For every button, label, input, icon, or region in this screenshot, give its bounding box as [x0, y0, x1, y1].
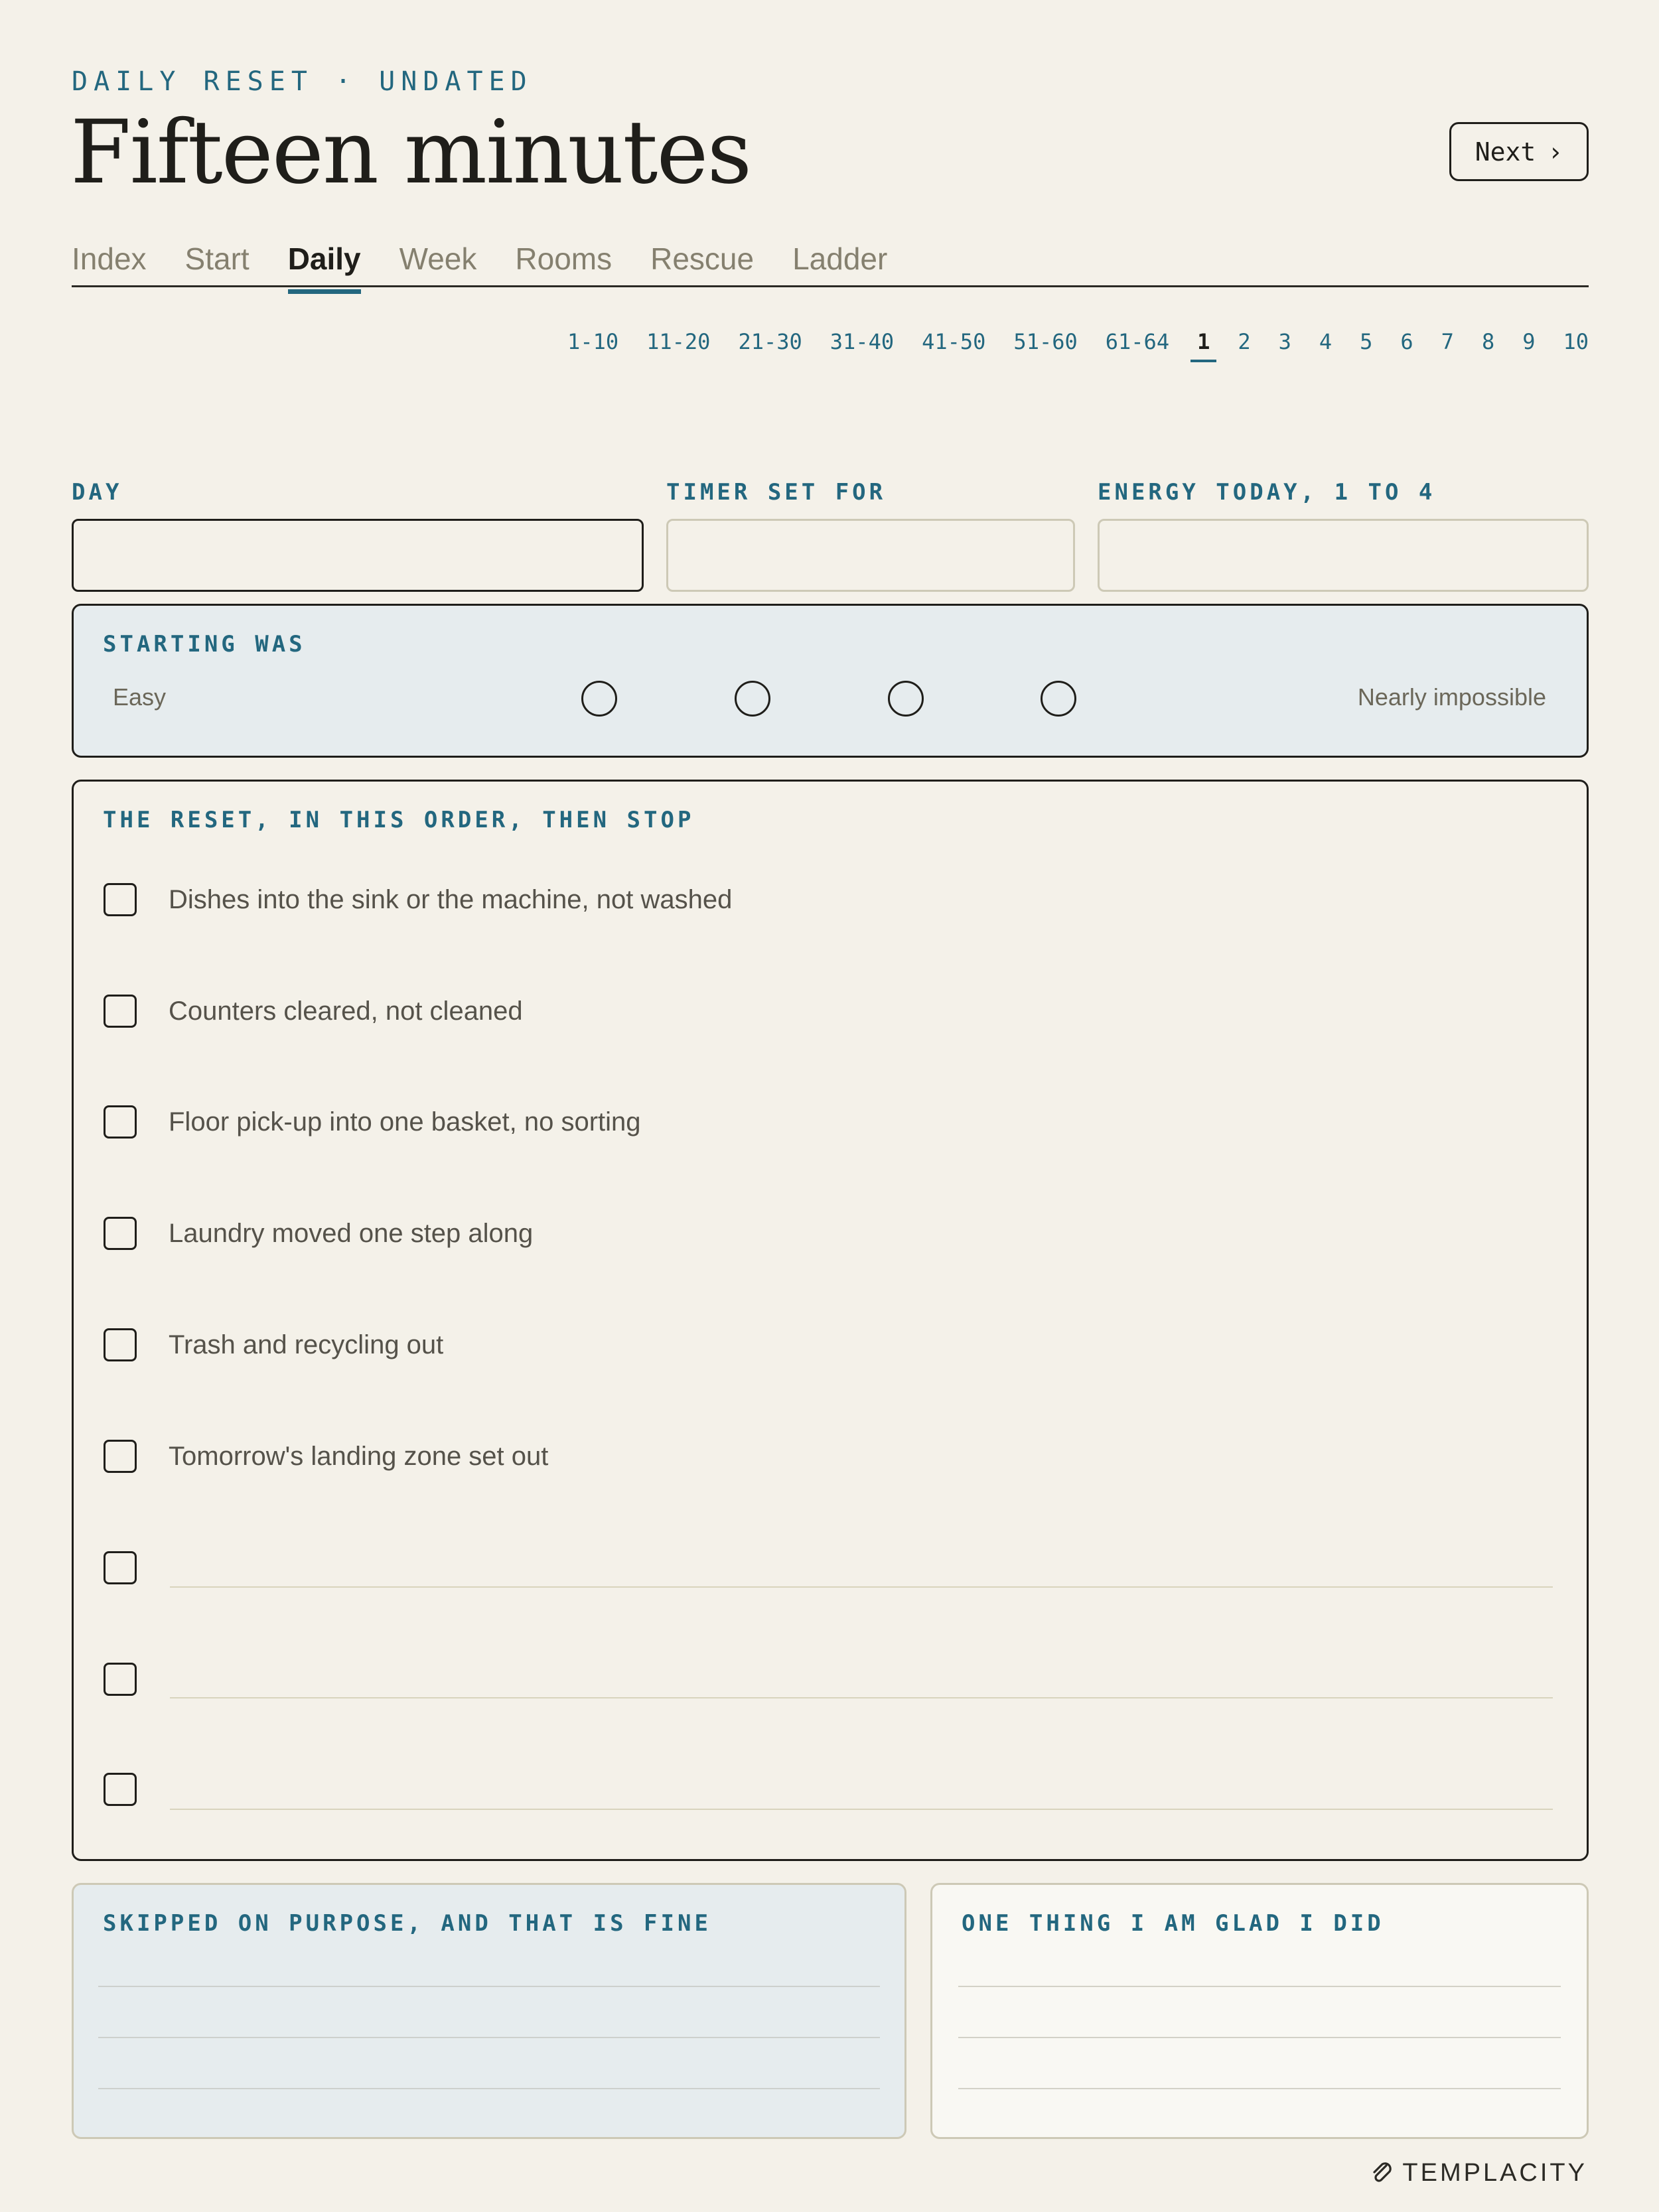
- task-checkbox[interactable]: [104, 1663, 137, 1696]
- pager-page-1[interactable]: 1: [1194, 329, 1212, 354]
- checklist-item: [104, 991, 523, 1031]
- task-checkbox[interactable]: [104, 1105, 137, 1139]
- pager-page-4[interactable]: 4: [1319, 329, 1333, 354]
- tab-ladder[interactable]: Ladder: [792, 242, 888, 276]
- task-checkbox[interactable]: [104, 1328, 137, 1361]
- difficulty-radio-2[interactable]: [735, 681, 770, 717]
- timer-label: TIMER SET FOR: [666, 479, 887, 506]
- task-label: Laundry moved one step along: [169, 1218, 534, 1248]
- task-label: Tomorrow's landing zone set out: [169, 1441, 549, 1471]
- checklist-item: [104, 1102, 641, 1142]
- difficulty-radio-3[interactable]: [888, 681, 924, 717]
- pager-page-9[interactable]: 9: [1522, 329, 1536, 354]
- pager-range-1-10[interactable]: 1-10: [567, 329, 619, 354]
- checklist-item: [104, 1436, 548, 1476]
- tab-rooms[interactable]: Rooms: [515, 242, 613, 276]
- pager-range-61-64[interactable]: 61-64: [1105, 329, 1170, 354]
- day-field[interactable]: [72, 519, 644, 592]
- writing-line[interactable]: [98, 2088, 880, 2089]
- pager-page-10[interactable]: 10: [1563, 329, 1589, 354]
- pager-page-8[interactable]: 8: [1481, 329, 1495, 354]
- page-navigator: [565, 329, 1591, 354]
- pager-page-7[interactable]: 7: [1441, 329, 1454, 354]
- tab-start[interactable]: Start: [184, 242, 250, 276]
- blank-checklist-item: [104, 1548, 137, 1588]
- writing-line[interactable]: [958, 2088, 1561, 2089]
- pager-range-41-50[interactable]: 41-50: [922, 329, 986, 354]
- blank-task-line[interactable]: [170, 1809, 1553, 1810]
- energy-label: ENERGY TODAY, 1 TO 4: [1098, 479, 1436, 506]
- day-label: DAY: [72, 479, 123, 506]
- writing-line[interactable]: [98, 2037, 880, 2038]
- skipped-label: SKIPPED ON PURPOSE, AND THAT IS FINE: [103, 1910, 711, 1937]
- next-button[interactable]: [1449, 122, 1589, 181]
- pager-range-31-40[interactable]: 31-40: [830, 329, 895, 354]
- page-title: Fifteen minutes: [70, 102, 751, 204]
- tab-rescue[interactable]: Rescue: [650, 242, 755, 276]
- task-checkbox[interactable]: [104, 1773, 137, 1806]
- pager-page-3[interactable]: 3: [1278, 329, 1291, 354]
- glad-panel: [930, 1883, 1589, 2139]
- difficulty-radio-1[interactable]: [581, 681, 617, 717]
- section-tabs: [72, 239, 1589, 287]
- skipped-panel: [72, 1883, 906, 2139]
- timer-field[interactable]: [666, 519, 1075, 592]
- blank-task-line[interactable]: [170, 1586, 1553, 1588]
- blank-task-line[interactable]: [170, 1697, 1553, 1698]
- checklist-item: [104, 1213, 533, 1253]
- writing-line[interactable]: [98, 1986, 880, 1987]
- difficulty-radio-4[interactable]: [1041, 681, 1076, 717]
- starting-was-label: STARTING WAS: [103, 631, 306, 657]
- task-checkbox[interactable]: [104, 1440, 137, 1473]
- chevron-right-icon: ›: [1548, 137, 1563, 167]
- task-label: Counters cleared, not cleaned: [169, 996, 523, 1026]
- energy-field[interactable]: [1098, 519, 1589, 592]
- paperclip-icon: [1369, 2160, 1396, 2187]
- brand-name: TEMPLACITY: [1402, 2159, 1587, 2187]
- tab-week[interactable]: Week: [399, 242, 477, 276]
- pager-range-11-20[interactable]: 11-20: [646, 329, 711, 354]
- task-checkbox[interactable]: [104, 995, 137, 1028]
- glad-label: ONE THING I AM GLAD I DID: [962, 1910, 1384, 1937]
- task-label: Floor pick-up into one basket, no sorting: [169, 1107, 641, 1137]
- task-checkbox[interactable]: [104, 1217, 137, 1250]
- reset-checklist-panel: [72, 780, 1589, 1861]
- pager-page-6[interactable]: 6: [1400, 329, 1413, 354]
- tab-index[interactable]: Index: [72, 242, 147, 276]
- task-label: Dishes into the sink or the machine, not washed: [169, 884, 733, 914]
- checklist-item: [104, 880, 732, 920]
- scale-high-label: Nearly impossible: [1357, 683, 1546, 711]
- blank-checklist-item: [104, 1769, 137, 1809]
- next-button-label: Next: [1475, 137, 1536, 167]
- task-label: Trash and recycling out: [169, 1330, 444, 1359]
- brand-logo: [1369, 2159, 1587, 2187]
- pager-page-2[interactable]: 2: [1238, 329, 1251, 354]
- pager-range-21-30[interactable]: 21-30: [738, 329, 802, 354]
- reset-checklist-label: THE RESET, IN THIS ORDER, THEN STOP: [103, 807, 695, 833]
- writing-line[interactable]: [958, 2037, 1561, 2038]
- blank-checklist-item: [104, 1659, 137, 1699]
- page-eyebrow: DAILY RESET · UNDATED: [72, 66, 533, 97]
- pager-page-5[interactable]: 5: [1360, 329, 1373, 354]
- task-checkbox[interactable]: [104, 1551, 137, 1584]
- writing-line[interactable]: [958, 1986, 1561, 1987]
- tab-daily[interactable]: Daily: [288, 239, 361, 285]
- starting-was-panel: [72, 604, 1589, 758]
- checklist-item: [104, 1325, 443, 1365]
- task-checkbox[interactable]: [104, 883, 137, 916]
- scale-low-label: Easy: [113, 683, 167, 711]
- pager-range-51-60[interactable]: 51-60: [1013, 329, 1078, 354]
